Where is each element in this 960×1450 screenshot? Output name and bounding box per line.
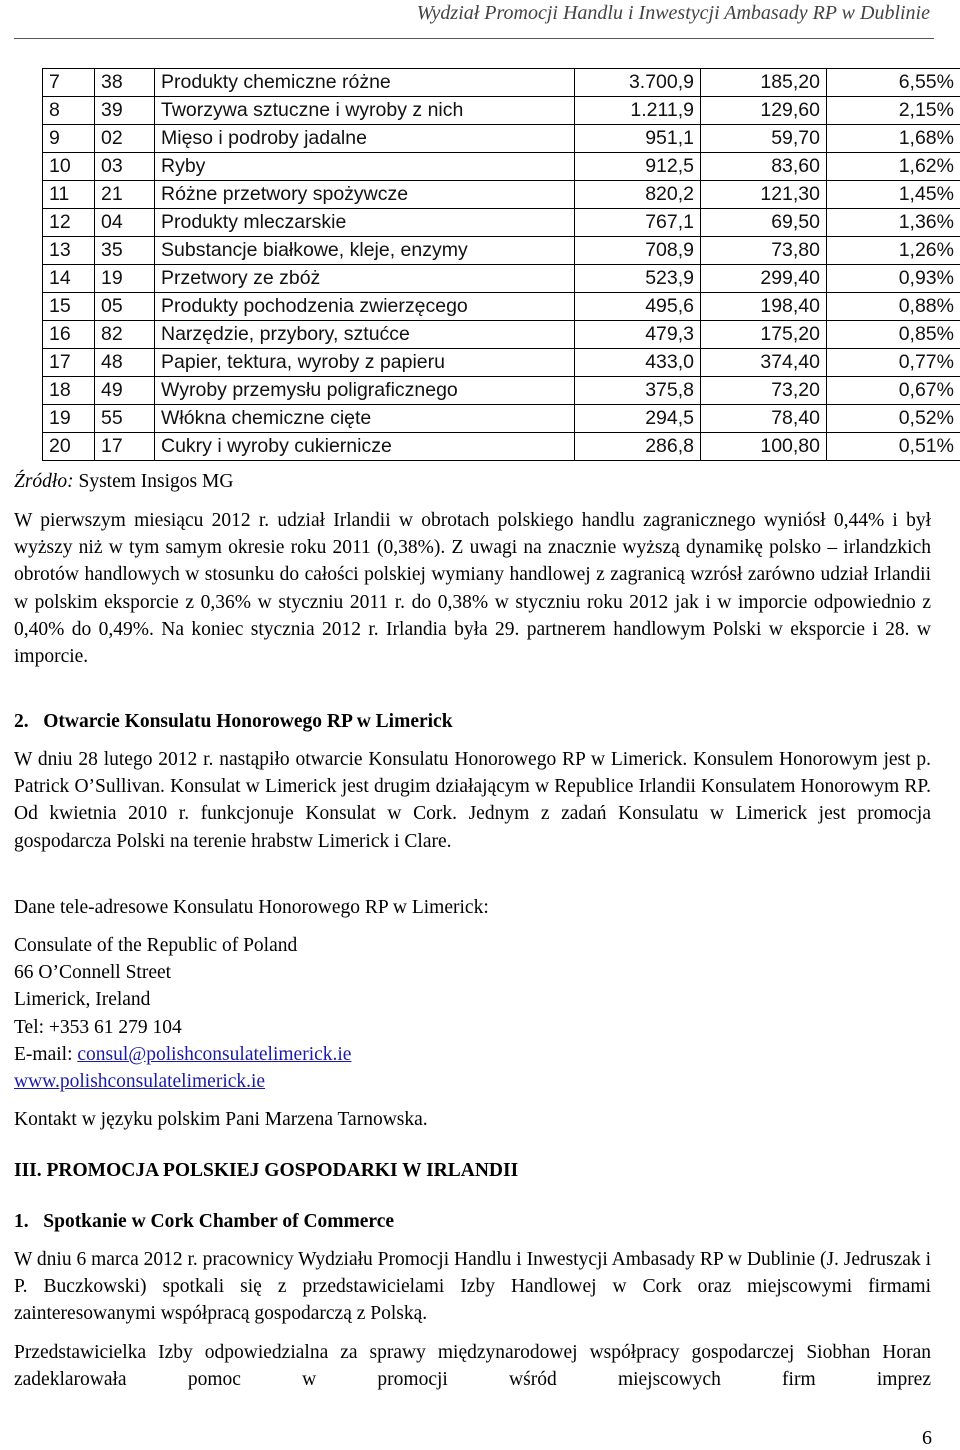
share-cell: 0,52% [827, 405, 960, 433]
code-cell: 35 [95, 237, 155, 265]
value-cell: 820,2 [575, 181, 701, 209]
value-cell: 523,9 [575, 265, 701, 293]
table-row [43, 181, 960, 209]
paragraph-text: W dniu 6 marca 2012 r. pracownicy Wydziału Promocji Handlu i Inwestycji Ambasady RP w Dublinie (J. Jedruszak i P. Buczkowski) spotkali się z przedstawicielami Izby Handlowej w Cork oraz miejscowymi firmami zainteresowanymi współpracą gospodarczą z Polską. [14, 1246, 931, 1328]
value-cell: 433,0 [575, 349, 701, 377]
section-heading-consulate: 2. Otwarcie Konsulatu Honorowego RP w Limerick [14, 708, 931, 735]
product-name-cell: Narzędzie, przybory, sztućce [155, 321, 575, 349]
rank-cell: 9 [43, 125, 95, 153]
dynamics-cell: 299,40 [701, 265, 827, 293]
table-row [43, 97, 960, 125]
rank-cell: 14 [43, 265, 95, 293]
table-row [43, 237, 960, 265]
rank-cell: 17 [43, 349, 95, 377]
code-cell: 19 [95, 265, 155, 293]
dynamics-cell: 185,20 [701, 69, 827, 97]
trade-share-paragraph [14, 507, 931, 670]
value-cell: 479,3 [575, 321, 701, 349]
contact-data-intro: Dane tele-adresowe Konsulatu Honorowego RP w Limerick: [14, 894, 931, 921]
rank-cell: 16 [43, 321, 95, 349]
export-table-body [43, 69, 960, 461]
table-row [43, 209, 960, 237]
table-row [43, 321, 960, 349]
rank-cell: 8 [43, 97, 95, 125]
product-name-cell: Włókna chemiczne cięte [155, 405, 575, 433]
share-cell: 2,15% [827, 97, 960, 125]
share-cell: 1,45% [827, 181, 960, 209]
code-cell: 03 [95, 153, 155, 181]
table-row [43, 293, 960, 321]
rank-cell: 7 [43, 69, 95, 97]
share-cell: 0,67% [827, 377, 960, 405]
product-name-cell: Substancje białkowe, kleje, enzymy [155, 237, 575, 265]
page-number: 6 [922, 1427, 932, 1450]
address-line: 66 O’Connell Street [14, 959, 931, 986]
dynamics-cell: 73,20 [701, 377, 827, 405]
code-cell: 39 [95, 97, 155, 125]
address-line: Limerick, Ireland [14, 986, 931, 1013]
export-table [42, 68, 960, 461]
consulate-paragraph [14, 746, 931, 855]
export-table-wrapper [42, 68, 960, 461]
product-name-cell: Cukry i wyroby cukiernicze [155, 433, 575, 461]
product-name-cell: Przetwory ze zbóż [155, 265, 575, 293]
share-cell: 6,55% [827, 69, 960, 97]
share-cell: 0,93% [827, 265, 960, 293]
address-line: Consulate of the Republic of Poland [14, 932, 931, 959]
email-label: E-mail: [14, 1044, 77, 1065]
table-row [43, 433, 960, 461]
code-cell: 05 [95, 293, 155, 321]
product-name-cell: Produkty mleczarskie [155, 209, 575, 237]
code-cell: 55 [95, 405, 155, 433]
paragraph-text: W dniu 28 lutego 2012 r. nastąpiło otwarcie Konsulatu Honorowego RP w Limerick. Konsulem Honorowym jest p. Patrick O’Sullivan. Konsulat w Limerick jest drugim działającym w Republice Irlandii Konsulatem Honorowym RP. Od kwietnia 2010 r. funkcjonuje Konsulat w Cork. Jednym z zadań Konsulatu w Limerick jest promocja gospodarcza Polski na terenie hrabstw Limerick i Clare. [14, 746, 931, 855]
address-phone: Tel: +353 61 279 104 [14, 1014, 931, 1041]
code-cell: 49 [95, 377, 155, 405]
code-cell: 82 [95, 321, 155, 349]
source-label: Źródło: [14, 471, 74, 492]
section-heading-cork-meeting: 1. Spotkanie w Cork Chamber of Commerce [14, 1208, 931, 1235]
consulate-address [14, 932, 931, 1095]
value-cell: 912,5 [575, 153, 701, 181]
dynamics-cell: 100,80 [701, 433, 827, 461]
value-cell: 1.211,9 [575, 97, 701, 125]
dynamics-cell: 59,70 [701, 125, 827, 153]
code-cell: 21 [95, 181, 155, 209]
value-cell: 495,6 [575, 293, 701, 321]
table-row [43, 377, 960, 405]
share-cell: 0,51% [827, 433, 960, 461]
value-cell: 708,9 [575, 237, 701, 265]
website-link[interactable]: www.polishconsulatelimerick.ie [14, 1071, 265, 1092]
product-name-cell: Wyroby przemysłu poligraficznego [155, 377, 575, 405]
share-cell: 0,85% [827, 321, 960, 349]
share-cell: 1,62% [827, 153, 960, 181]
rank-cell: 15 [43, 293, 95, 321]
rank-cell: 20 [43, 433, 95, 461]
rank-cell: 11 [43, 181, 95, 209]
table-row [43, 125, 960, 153]
product-name-cell: Mięso i podroby jadalne [155, 125, 575, 153]
dynamics-cell: 129,60 [701, 97, 827, 125]
product-name-cell: Produkty chemiczne różne [155, 69, 575, 97]
product-name-cell: Ryby [155, 153, 575, 181]
email-link[interactable]: consul@polishconsulatelimerick.ie [77, 1044, 351, 1065]
table-row [43, 153, 960, 181]
code-cell: 02 [95, 125, 155, 153]
table-row [43, 405, 960, 433]
dynamics-cell: 73,80 [701, 237, 827, 265]
dynamics-cell: 175,20 [701, 321, 827, 349]
table-row [43, 69, 960, 97]
value-cell: 3.700,9 [575, 69, 701, 97]
share-cell: 1,36% [827, 209, 960, 237]
value-cell: 286,8 [575, 433, 701, 461]
dynamics-cell: 78,40 [701, 405, 827, 433]
share-cell: 0,88% [827, 293, 960, 321]
table-row [43, 265, 960, 293]
code-cell: 48 [95, 349, 155, 377]
rank-cell: 18 [43, 377, 95, 405]
code-cell: 38 [95, 69, 155, 97]
paragraph-text: Przedstawicielka Izby odpowiedzialna za sprawy międzynarodowej współpracy gospodarczej Siobhan Horan zadeklarowała pomoc w promocji wśród miejscowych firm imprez [14, 1339, 931, 1393]
share-cell: 1,68% [827, 125, 960, 153]
product-name-cell: Papier, tektura, wyroby z papieru [155, 349, 575, 377]
polish-contact-note: Kontakt w języku polskim Pani Marzena Tarnowska. [14, 1106, 931, 1133]
cork-meeting-paragraph [14, 1246, 931, 1328]
value-cell: 951,1 [575, 125, 701, 153]
code-cell: 17 [95, 433, 155, 461]
address-email-row [14, 1041, 931, 1068]
page-header: Wydział Promocji Handlu i Inwestycji Ambasady RP w Dublinie [417, 2, 930, 25]
value-cell: 767,1 [575, 209, 701, 237]
dynamics-cell: 198,40 [701, 293, 827, 321]
dynamics-cell: 69,50 [701, 209, 827, 237]
paragraph-text: W pierwszym miesiącu 2012 r. udział Irlandii w obrotach polskiego handlu zagranicznego wyniósł 0,44% i był wyższy niż w tym samym okresie roku 2011 (0,38%). Z uwagi na znacznie wyższą dynamikę polsko – irlandzkich obrotów handlowych w stosunku do całości polskiej wymiany handlowej z zagranicą wzrósł zarówno udział Irlandii w polskim eksporcie z 0,36% w styczniu 2011 r. do 0,38% w styczniu roku 2012 jak i w imporcie odpowiednio z 0,40% do 0,49%. Na koniec stycznia 2012 r. Irlandia była 29. partnerem handlowym Polski w eksporcie i 28. w imporcie. [14, 507, 931, 670]
source-note [14, 468, 931, 495]
chamber-representative-paragraph [14, 1339, 931, 1393]
rank-cell: 12 [43, 209, 95, 237]
code-cell: 04 [95, 209, 155, 237]
dynamics-cell: 121,30 [701, 181, 827, 209]
share-cell: 1,26% [827, 237, 960, 265]
value-cell: 375,8 [575, 377, 701, 405]
source-text: System Insigos MG [74, 471, 234, 492]
product-name-cell: Tworzywa sztuczne i wyroby z nich [155, 97, 575, 125]
table-row [43, 349, 960, 377]
header-rule [14, 38, 934, 39]
product-name-cell: Różne przetwory spożywcze [155, 181, 575, 209]
share-cell: 0,77% [827, 349, 960, 377]
value-cell: 294,5 [575, 405, 701, 433]
dynamics-cell: 374,40 [701, 349, 827, 377]
product-name-cell: Produkty pochodzenia zwierzęcego [155, 293, 575, 321]
rank-cell: 19 [43, 405, 95, 433]
rank-cell: 13 [43, 237, 95, 265]
dynamics-cell: 83,60 [701, 153, 827, 181]
chapter-heading-promotion: III. PROMOCJA POLSKIEJ GOSPODARKI W IRLANDII [14, 1157, 931, 1184]
address-website-row [14, 1068, 931, 1095]
rank-cell: 10 [43, 153, 95, 181]
